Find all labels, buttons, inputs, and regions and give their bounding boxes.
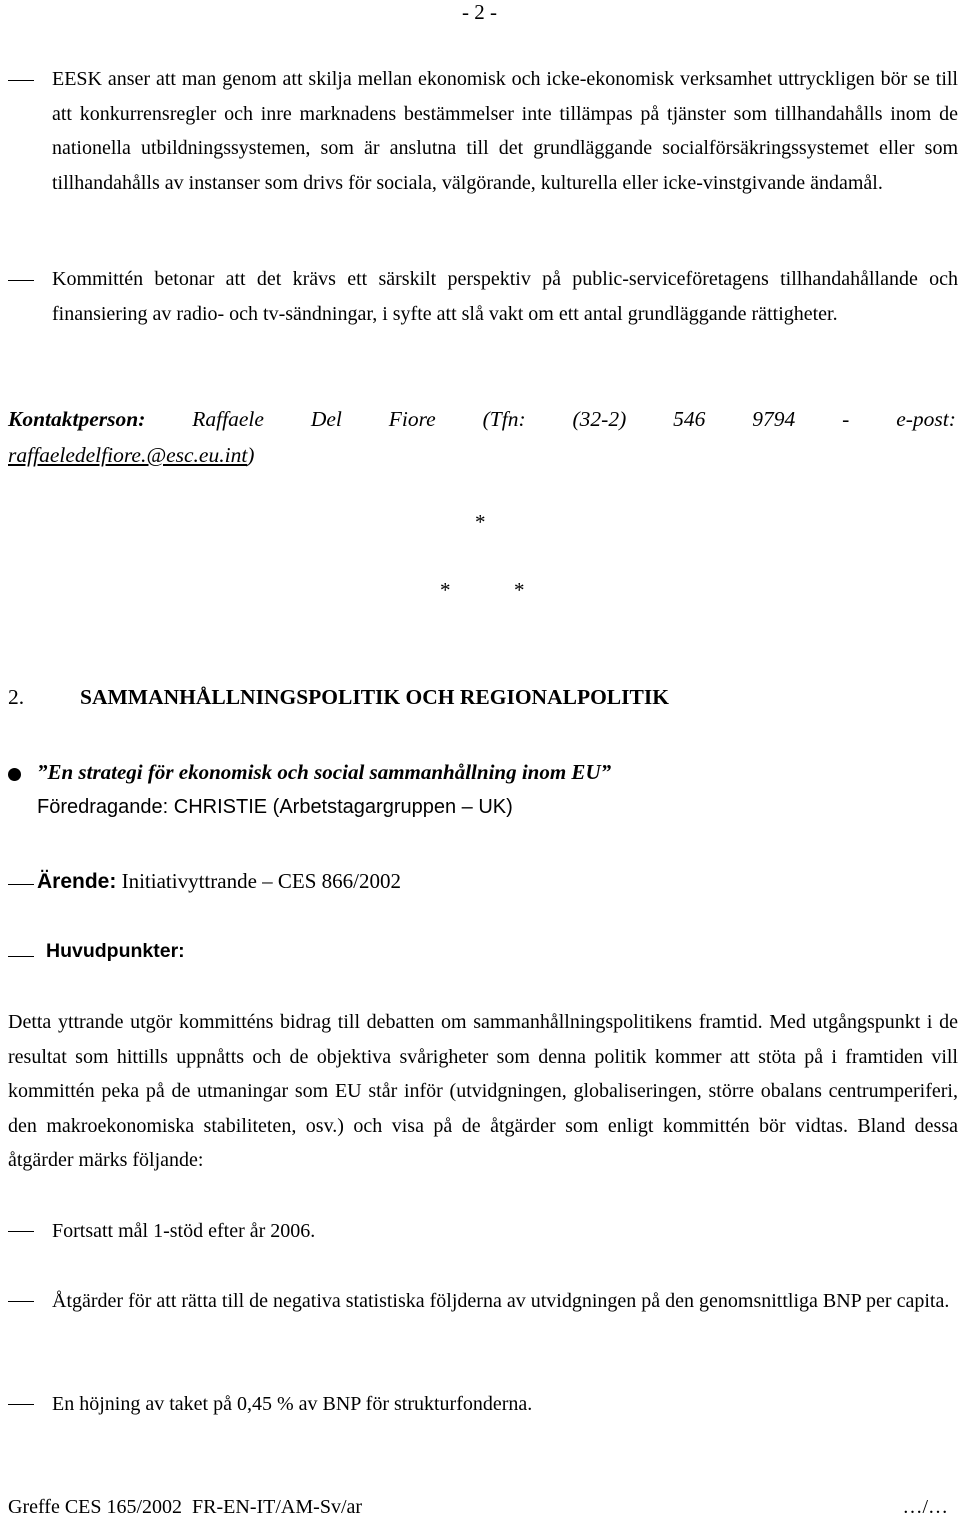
contact-tel-3: 9794 [752,407,796,431]
point-2: Åtgärder för att rätta till de negativa statistiska följderna av utvidgningen på den genomsnittliga BNP per capita. [52,1290,950,1312]
huvudpunkter-heading: Huvudpunkter: [46,940,185,962]
arende-value: Initiativyttrande – CES 866/2002 [121,869,401,893]
dash-marker [8,956,34,957]
dash-marker [8,1231,34,1232]
contact-name-last: Fiore [388,407,436,431]
dash-marker [8,80,34,81]
contact-name-middle: Del [310,407,342,431]
footer-continued: …/… [902,1496,948,1518]
footer-reference: Greffe CES 165/2002 FR-EN-IT/AM-Sv/ar [8,1496,363,1518]
dash-marker [8,280,34,281]
opinion-title: ”En strategi för ekonomisk och social sammanhållning inom EU” [37,760,612,784]
contact-separator: - [842,407,850,431]
rapporteur: Föredragande: CHRISTIE (Arbetstagargruppen – UK) [37,796,513,818]
arende [37,869,401,894]
page-number: - 2 - [462,0,497,24]
intro-item-1: EESK anser att man genom att skilja mellan ekonomisk och icke-ekonomisk verksamhet uttryckligen bör se till att konkurrensregler och inre marknadens bestämmelser inte tillämpas på tjänster som tillhandahålls inom de nationella utbildningssystemen, som är anslutna till det grundläggande socialförsäkringssystemet eller som tillhandahålls av instanser som drivs för sociala, välgörande, kulturella eller icke-vinstgivande ändamål. [52,68,958,194]
arende-label: Ärende: [37,870,117,893]
point-3: En höjning av taket på 0,45 % av BNP för strukturfonderna. [52,1393,533,1415]
intro-item-2: Kommittén betonar att det krävs ett särskilt perspektiv på public-serviceföretagens tillhandahållande och finansiering av radio- och tv-sändningar, i syfte att slå vakt om ett antal grundläggande rättigheter. [52,268,958,325]
contact-email-link[interactable]: raffaeledelfiore.@esc.eu.int [8,443,248,467]
dash-marker [8,1301,34,1302]
separator-star-top: * [475,510,486,534]
contact-tel-2: 546 [673,407,706,431]
contact-close-paren: ) [247,443,255,467]
point-1: Fortsatt mål 1-stöd efter år 2006. [52,1220,316,1242]
dash-marker [8,1404,34,1405]
contact-tel-prefix: (Tfn: [482,407,526,431]
bullet-icon [8,768,21,781]
separator-star-left: * [440,578,451,602]
section-heading [8,685,669,710]
dash-marker [8,884,34,885]
contact-email-label: e-post: [896,407,956,431]
opinion-body: Detta yttrande utgör kommitténs bidrag till debatten om sammanhållningspolitikens framtid. Med utgångspunkt i de resultat som hittills uppnåtts och de objektiva svårigheter som denna politik kommer att stöta på i framtiden vill kommittén peka på de utmaningar som EU står inför (utvidgningen, globaliseringen, större obalans centrumperiferi, den makroekonomiska stabiliteten, osv.) och visa på de åtgärder som enligt kommittén bör vidtas. Bland dessa åtgärder märks följande: [8,1011,958,1171]
contact-name-first: Raffaele [192,407,264,431]
section-title: SAMMANHÅLLNINGSPOLITIK OCH REGIONALPOLITIK [80,685,669,709]
contact-label: Kontaktperson: [8,407,146,431]
section-number: 2. [8,685,25,709]
contact-person [8,401,956,473]
separator-star-right: * [514,578,525,602]
contact-tel-1: (32-2) [572,407,627,431]
